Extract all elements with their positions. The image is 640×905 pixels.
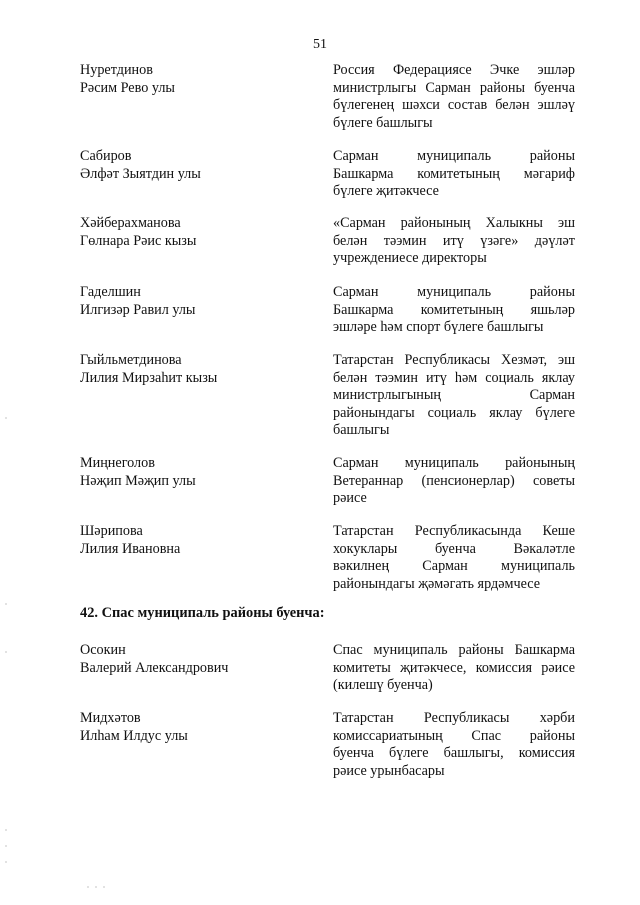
position-line: Татарстан Республикасы Хезмәт, эш xyxy=(333,352,575,368)
surname: Миңнеголов xyxy=(80,455,155,471)
member-name xyxy=(80,352,310,388)
position-line: белән тәэмин итү һәм социаль яклау xyxy=(333,369,575,386)
position-line: вәкилнең Сарман муниципаль xyxy=(333,558,575,575)
given-names: Лилия Мирзаһит кызы xyxy=(80,369,218,386)
position-line: рәисе урынбасары xyxy=(333,762,445,779)
position-line: Башкарма комитетының яшьләр xyxy=(333,301,575,318)
position-line: районындагы җәмәгать ярдәмчесе xyxy=(333,575,541,592)
given-names: Валерий Александрович xyxy=(80,659,229,676)
position-line: буенча бүлеге башлыгы, комиссия xyxy=(333,745,575,762)
position-line: (килешү буенча) xyxy=(333,677,433,694)
position-line: Татарстан Республикасы хәрби xyxy=(333,710,575,726)
position-line: министрлыгының Сарман xyxy=(333,387,575,404)
surname: Гаделшин xyxy=(80,284,141,300)
member-position xyxy=(333,215,575,268)
position-line: комитеты җитәкчесе, комиссия рәисе xyxy=(333,659,575,676)
position-line: Россия Федерациясе Эчке эшләр xyxy=(333,62,575,78)
surname: Нуретдинов xyxy=(80,62,153,78)
given-names: Рәсим Рево улы xyxy=(80,79,175,96)
position-line: министрлыгы Сарман районы буенча xyxy=(333,79,575,96)
section-heading: 42. Спас муниципаль районы буенча: xyxy=(80,605,325,621)
member-name xyxy=(80,642,310,678)
member-position xyxy=(333,148,575,201)
position-line: районындагы социаль яклау бүлеге xyxy=(333,404,575,421)
surname: Шәрипова xyxy=(80,523,143,539)
member-position xyxy=(333,710,575,780)
member-position xyxy=(333,642,575,695)
member-position xyxy=(333,523,575,593)
member-name xyxy=(80,62,310,98)
position-line: Башкарма комитетының мәгариф xyxy=(333,165,575,182)
member-position xyxy=(333,284,575,337)
position-line: эшләре һәм спорт бүлеге башлыгы xyxy=(333,319,544,336)
position-line: Сарман муниципаль районының xyxy=(333,455,575,471)
position-line: хокуклары буенча Вәкаләтле xyxy=(333,540,575,557)
given-names: Әлфәт Зыятдин улы xyxy=(80,165,201,182)
position-line: Ветераннар (пенсионерлар) советы xyxy=(333,472,575,489)
surname: Сабиров xyxy=(80,148,132,164)
position-line: Сарман муниципаль районы xyxy=(333,148,575,164)
position-line: учреждениесе директоры xyxy=(333,250,487,267)
given-names: Илһам Илдус улы xyxy=(80,727,188,744)
member-name xyxy=(80,284,310,320)
position-line: башлыгы xyxy=(333,422,390,439)
position-line: Сарман муниципаль районы xyxy=(333,284,575,300)
member-name xyxy=(80,455,310,491)
position-line: «Сарман районының Халыкны эш xyxy=(333,215,575,231)
member-name xyxy=(80,710,310,746)
member-position xyxy=(333,352,575,440)
position-line: бүлегенең шәхси состав белән эшләү xyxy=(333,97,575,114)
position-line: бүлеге җитәкчесе xyxy=(333,183,439,200)
given-names: Илгизәр Равил улы xyxy=(80,301,196,318)
position-line: Спас муниципаль районы Башкарма xyxy=(333,642,575,658)
given-names: Гөлнара Рәис кызы xyxy=(80,232,197,249)
given-names: Нәҗип Мәҗип улы xyxy=(80,472,196,489)
given-names: Лилия Ивановна xyxy=(80,540,181,557)
member-position xyxy=(333,62,575,132)
position-line: бүлеге башлыгы xyxy=(333,114,433,131)
surname: Осокин xyxy=(80,642,126,658)
surname: Гыйльметдинова xyxy=(80,352,182,368)
surname: Хәйберахманова xyxy=(80,215,181,231)
position-line: Татарстан Республикасында Кеше xyxy=(333,523,575,539)
member-name xyxy=(80,523,310,559)
position-line: белән тәэмин итү үзәге» дәүләт xyxy=(333,232,575,249)
member-name xyxy=(80,148,310,184)
member-name xyxy=(80,215,310,251)
position-line: рәисе xyxy=(333,490,367,507)
position-line: комиссариатының Спас районы xyxy=(333,727,575,744)
member-position xyxy=(333,455,575,508)
surname: Мидхәтов xyxy=(80,710,141,726)
page-number: 51 xyxy=(313,37,327,52)
